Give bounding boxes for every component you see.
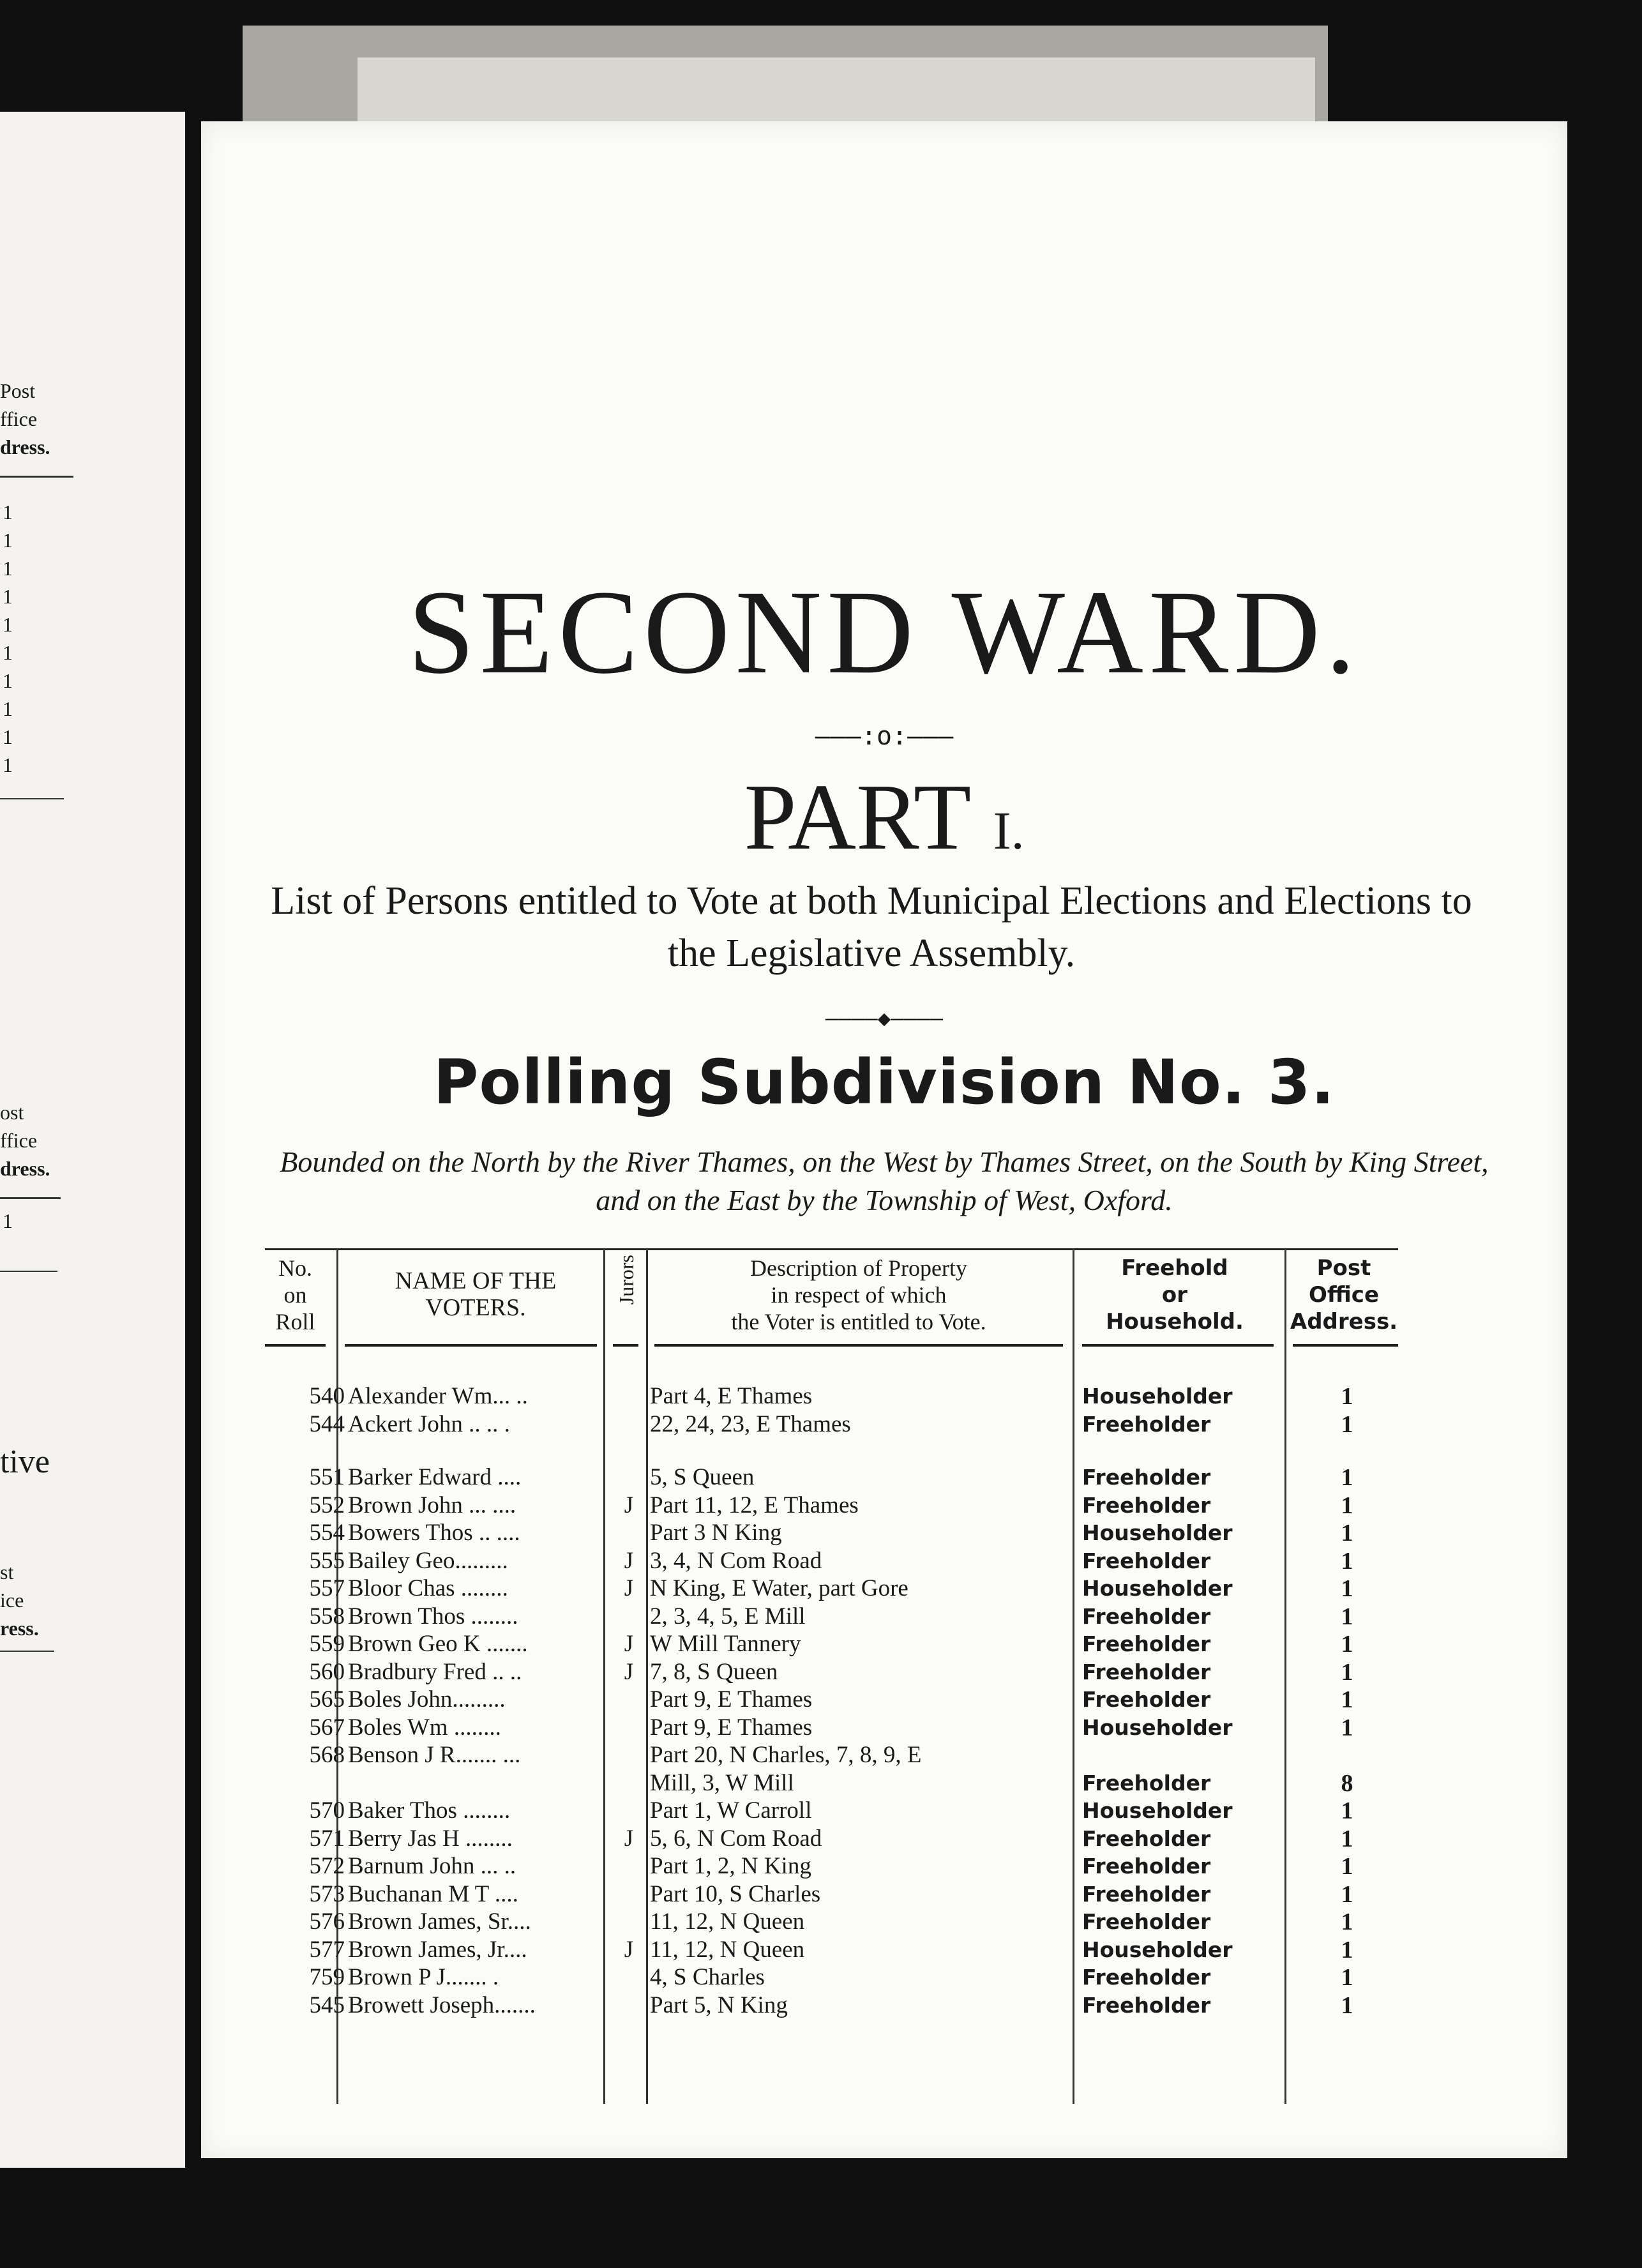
post-office-address: 1 <box>1341 1853 1353 1880</box>
header-line: in respect of which <box>771 1282 947 1308</box>
voter-name: Brown John ... .... <box>348 1492 516 1518</box>
tenure-type: Householder <box>1082 1714 1233 1740</box>
header-rule <box>1293 1344 1398 1347</box>
tenure-type: Freeholder <box>1082 1548 1211 1573</box>
voter-name: Barnum John ... .. <box>348 1853 516 1879</box>
table-row <box>265 1410 1414 1439</box>
table-row <box>265 1603 1414 1631</box>
header-line: VOTERS. <box>425 1294 526 1321</box>
post-office-address: 1 <box>1341 1964 1353 1991</box>
roll-number: 570 <box>309 1797 345 1824</box>
tenure-type: Householder <box>1082 1798 1233 1823</box>
property-description: Part 10, S Charles <box>650 1880 821 1907</box>
left-header-1-line: dress. <box>0 435 50 458</box>
juror-mark: J <box>624 1575 634 1601</box>
table-row <box>265 1852 1414 1880</box>
post-office-address: 1 <box>1341 1547 1353 1575</box>
left-header-1-line: Post <box>0 379 36 402</box>
roll-number: 576 <box>309 1909 345 1935</box>
header-name <box>345 1267 606 1321</box>
post-office-address: 8 <box>1341 1769 1353 1797</box>
property-description: Part 3 N King <box>650 1520 782 1546</box>
tenure-type: Freeholder <box>1082 1826 1211 1851</box>
roll-number: 577 <box>309 1936 345 1963</box>
tenure-type: Freeholder <box>1082 1965 1211 1990</box>
tenure-type: Householder <box>1082 1384 1233 1409</box>
tenure-type: Freeholder <box>1082 1465 1211 1490</box>
left-header-2-line: dress. <box>0 1157 50 1180</box>
left-one-value: 1 <box>3 557 13 580</box>
table-row <box>265 1547 1414 1575</box>
header-rule <box>654 1344 1063 1347</box>
roll-number: 551 <box>309 1464 345 1490</box>
header-line: Post <box>1316 1255 1371 1281</box>
property-description: 11, 12, N Queen <box>650 1936 805 1963</box>
left-header-2 <box>0 1098 77 1183</box>
header-line: Household. <box>1106 1309 1244 1334</box>
juror-mark: J <box>624 1825 634 1852</box>
table-row <box>265 1658 1414 1686</box>
left-header-1-line: ffice <box>0 407 38 430</box>
voter-name: Brown P J....... . <box>348 1964 499 1990</box>
left-header-3-line: ice <box>0 1589 24 1612</box>
table-row <box>265 1880 1414 1909</box>
post-office-address: 1 <box>1341 1383 1353 1410</box>
table-row <box>265 1492 1414 1520</box>
voter-name: Buchanan M T .... <box>348 1880 518 1907</box>
table-row <box>265 1382 1414 1410</box>
ornament-divider: ———:o:——— <box>815 722 954 751</box>
left-header-3-line: ress. <box>0 1617 39 1640</box>
roll-number: 568 <box>309 1742 345 1768</box>
voter-name: Bradbury Fred .. .. <box>348 1658 522 1685</box>
left-one-value: 1 <box>3 669 13 692</box>
post-office-address: 1 <box>1341 1492 1353 1519</box>
table-row <box>265 1714 1414 1742</box>
table-row <box>265 1963 1414 1992</box>
table-row <box>265 1992 1414 2020</box>
tenure-type: Householder <box>1082 1520 1233 1545</box>
property-description: 3, 4, N Com Road <box>650 1547 822 1574</box>
part-heading <box>201 766 1567 882</box>
roll-number: 759 <box>309 1964 345 1990</box>
left-rule <box>0 1197 61 1199</box>
post-office-address: 1 <box>1341 1658 1353 1686</box>
header-line: on <box>283 1282 307 1308</box>
property-description: N King, E Water, part Gore <box>650 1575 908 1601</box>
left-header-3 <box>0 1558 77 1642</box>
document-page <box>201 121 1567 2158</box>
roll-number: 540 <box>309 1383 345 1409</box>
table-row <box>265 1741 1414 1769</box>
post-office-address: 1 <box>1341 1603 1353 1630</box>
left-one-value: 1 <box>3 641 13 664</box>
property-description: 7, 8, S Queen <box>650 1658 778 1685</box>
property-description: Part 9, E Thames <box>650 1686 813 1712</box>
tenure-type: Freeholder <box>1082 1770 1211 1796</box>
header-line: NAME OF THE <box>395 1267 557 1294</box>
table-row <box>265 1519 1414 1547</box>
voter-name: Brown Geo K ....... <box>348 1631 528 1657</box>
table-row <box>265 1825 1414 1853</box>
left-single-value: 1 <box>3 1209 13 1232</box>
property-description: 2, 3, 4, 5, E Mill <box>650 1603 806 1629</box>
roll-number: 571 <box>309 1825 345 1852</box>
roll-number: 572 <box>309 1853 345 1879</box>
voter-name: Brown Thos ........ <box>348 1603 518 1629</box>
voter-name: Boles John......... <box>348 1686 506 1712</box>
tenure-type: Freeholder <box>1082 1411 1211 1437</box>
property-description: W Mill Tannery <box>650 1631 801 1657</box>
part-number: I. <box>993 801 1025 861</box>
roll-number: 560 <box>309 1658 345 1685</box>
left-header-3-line: st <box>0 1561 14 1584</box>
property-description: 11, 12, N Queen <box>650 1909 805 1935</box>
left-header-2-line: ost <box>0 1101 24 1124</box>
roll-number: 544 <box>309 1410 345 1437</box>
juror-mark: J <box>624 1658 634 1685</box>
juror-mark: J <box>624 1492 634 1518</box>
post-office-address: 1 <box>1341 1992 1353 2019</box>
voter-name: Barker Edward .... <box>348 1464 522 1490</box>
voter-name: Brown James, Sr.... <box>348 1909 531 1935</box>
post-office-address: 1 <box>1341 1909 1353 1935</box>
ornament-divider: ————◆———— <box>825 1006 944 1031</box>
tenure-type: Freeholder <box>1082 1659 1211 1684</box>
roll-number: 557 <box>309 1575 345 1601</box>
roll-number: 552 <box>309 1492 345 1518</box>
table-row <box>265 1630 1414 1658</box>
tenure-type: Freeholder <box>1082 1909 1211 1934</box>
post-office-address: 1 <box>1341 1575 1353 1602</box>
header-rule <box>265 1344 326 1347</box>
roll-number: 545 <box>309 1992 345 2018</box>
table-row <box>265 1936 1414 1964</box>
list-description: List of Persons entitled to Vote at both Municipal Elections and Elections to the Legislative Assembly. <box>271 879 1472 975</box>
left-header-1 <box>0 377 77 461</box>
voter-name: Berry Jas H ........ <box>348 1825 513 1852</box>
voter-name: Boles Wm ........ <box>348 1714 501 1741</box>
left-one-value: 1 <box>3 725 13 748</box>
header-line: the Voter is entitled to Vote. <box>731 1309 986 1334</box>
post-office-address: 1 <box>1341 1520 1353 1546</box>
roll-number: 559 <box>309 1631 345 1657</box>
left-one-value: 1 <box>3 501 13 524</box>
header-rule <box>345 1344 597 1347</box>
tenure-type: Householder <box>1082 1576 1233 1601</box>
post-office-address: 1 <box>1341 1880 1353 1908</box>
header-line: Address. <box>1290 1309 1398 1334</box>
left-one-value: 1 <box>3 613 13 636</box>
property-description: Part 11, 12, E Thames <box>650 1492 859 1518</box>
table-row <box>265 1769 1414 1797</box>
header-line: Roll <box>275 1309 315 1334</box>
header-line: No. <box>278 1255 312 1281</box>
property-description: 4, S Charles <box>650 1964 765 1990</box>
voter-name: Bowers Thos .. .... <box>348 1520 520 1546</box>
header-line: Jurors <box>615 1255 638 1305</box>
left-text-fragment: tive <box>0 1444 50 1480</box>
property-description: Part 1, 2, N King <box>650 1853 811 1879</box>
header-jurors <box>613 1255 638 1304</box>
roll-number: 573 <box>309 1880 345 1907</box>
roll-number: 567 <box>309 1714 345 1741</box>
post-office-address: 1 <box>1341 1797 1353 1824</box>
table-top-rule <box>265 1248 1398 1250</box>
voter-name: Baker Thos ........ <box>348 1797 511 1824</box>
post-office-address: 1 <box>1341 1686 1353 1713</box>
header-post-office <box>1286 1255 1401 1335</box>
left-page-fragment <box>0 112 185 2168</box>
page-title: SECOND WARD. <box>407 565 1361 699</box>
voter-name: Benson J R....... ... <box>348 1742 521 1768</box>
property-description: Part 4, E Thames <box>650 1383 813 1409</box>
tenure-type: Freeholder <box>1082 1854 1211 1879</box>
boundary-description: Bounded on the North by the River Thames, on the West by Thames Street, on the South by King Street, and on the East by the Township of West, Oxford. <box>280 1145 1489 1216</box>
voter-name: Ackert John .. .. . <box>348 1410 510 1437</box>
property-description: 5, 6, N Com Road <box>650 1825 822 1852</box>
header-line: Freehold <box>1121 1255 1228 1281</box>
property-description: Part 1, W Carroll <box>650 1797 812 1824</box>
tenure-type: Freeholder <box>1082 1687 1211 1712</box>
post-office-address: 1 <box>1341 1714 1353 1741</box>
tenure-type: Freeholder <box>1082 1492 1211 1518</box>
post-office-address: 1 <box>1341 1410 1353 1438</box>
header-line: Description of Property <box>750 1255 967 1281</box>
voter-name: Brown James, Jr.... <box>348 1936 527 1963</box>
table-row <box>265 1686 1414 1714</box>
header-description <box>648 1255 1069 1335</box>
left-rule <box>0 476 73 478</box>
header-rule <box>613 1344 638 1347</box>
table-row <box>265 1463 1414 1492</box>
juror-mark: J <box>624 1631 634 1657</box>
tenure-type: Freeholder <box>1082 1992 1211 2018</box>
left-rule <box>0 798 64 799</box>
left-one-value: 1 <box>3 529 13 552</box>
tenure-type: Freeholder <box>1082 1603 1211 1629</box>
left-one-value: 1 <box>3 585 13 608</box>
voter-name: Bailey Geo......... <box>348 1547 508 1574</box>
header-line: Office <box>1308 1282 1380 1308</box>
post-office-address: 1 <box>1341 1464 1353 1491</box>
left-one-value: 1 <box>3 753 13 776</box>
voter-name: Browett Joseph....... <box>348 1992 536 2018</box>
tenure-type: Householder <box>1082 1937 1233 1962</box>
tenure-type: Freeholder <box>1082 1631 1211 1656</box>
post-office-address: 1 <box>1341 1936 1353 1963</box>
header-freehold <box>1076 1255 1274 1335</box>
left-one-value: 1 <box>3 697 13 720</box>
juror-mark: J <box>624 1547 634 1574</box>
left-rule <box>0 1651 54 1652</box>
juror-mark: J <box>624 1936 634 1963</box>
property-description: Mill, 3, W Mill <box>650 1769 794 1796</box>
left-header-2-line: ffice <box>0 1129 38 1152</box>
table-row <box>265 1908 1414 1936</box>
post-office-address: 1 <box>1341 1631 1353 1658</box>
subdivision-heading: Polling Subdivision No. 3. <box>433 1047 1336 1118</box>
property-description: Part 9, E Thames <box>650 1714 813 1741</box>
post-office-address: 1 <box>1341 1825 1353 1852</box>
roll-number: 558 <box>309 1603 345 1629</box>
property-description: 22, 24, 23, E Thames <box>650 1410 851 1437</box>
roll-number: 554 <box>309 1520 345 1546</box>
table-row <box>265 1575 1414 1603</box>
left-ones-list <box>0 498 77 779</box>
property-description: Part 20, N Charles, 7, 8, 9, E <box>650 1742 922 1768</box>
voter-name: Bloor Chas ........ <box>348 1575 508 1601</box>
property-description: Part 5, N King <box>650 1992 788 2018</box>
header-rule <box>1082 1344 1274 1347</box>
table-row <box>265 1797 1414 1825</box>
roll-number: 565 <box>309 1686 345 1712</box>
header-line: or <box>1161 1282 1188 1308</box>
voter-name: Alexander Wm... .. <box>348 1383 528 1409</box>
header-no-on-roll <box>265 1255 326 1335</box>
tenure-type: Freeholder <box>1082 1881 1211 1907</box>
roll-number: 555 <box>309 1547 345 1574</box>
property-description: 5, S Queen <box>650 1464 755 1490</box>
left-rule <box>0 1271 57 1272</box>
part-label: PART <box>744 765 970 870</box>
